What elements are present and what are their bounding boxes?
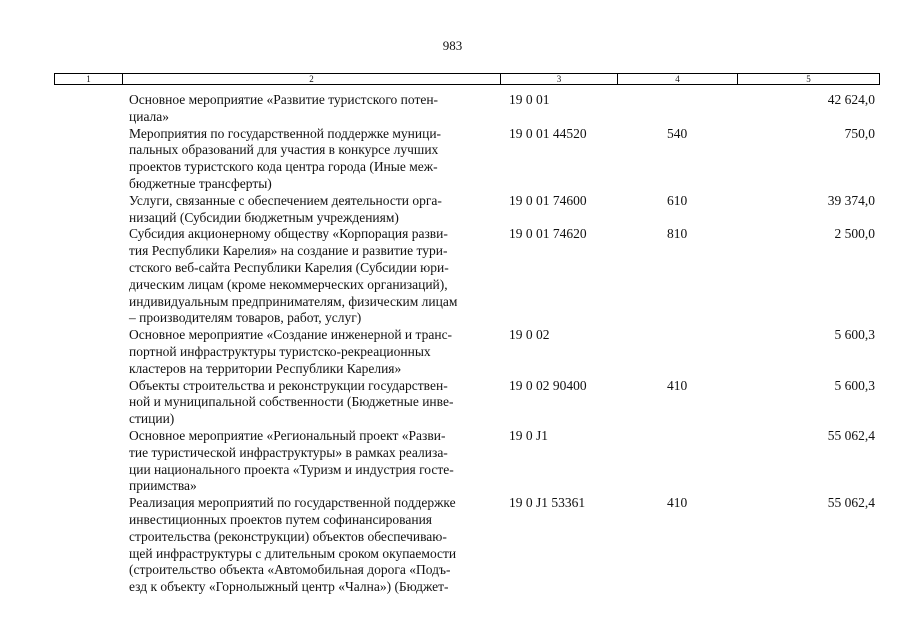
row-type: 410 <box>667 495 688 511</box>
row-name: Реализация мероприятий по государственной поддержке инвестиционных проектов путем софинансирования строительства (реконструкции) объектов обеспечиваю- щей инфраструктуры с длительным сроком окупаемости (строительство объекта «Автомобильная дорога «Подъ- езд к объекту «Горнолыжный центр «Чална») (Бюджет- <box>129 495 457 595</box>
table-row <box>0 92 905 126</box>
row-name: Услуги, связанные с обеспечением деятельности орга- низаций (Субсидии бюджетным учреждениям) <box>129 192 442 225</box>
row-type: 410 <box>667 377 688 393</box>
row-amount: 5 600,3 <box>834 327 875 343</box>
table-row <box>0 378 905 428</box>
row-amount: 55 062,4 <box>827 495 875 511</box>
row-amount: 750,0 <box>844 125 875 141</box>
table-row <box>0 226 905 327</box>
table-body <box>0 92 905 596</box>
column-header-4: 4 <box>618 74 738 84</box>
column-header-2: 2 <box>123 74 501 84</box>
row-code: 19 0 01 74600 <box>509 192 587 208</box>
column-header-5: 5 <box>806 74 811 84</box>
table-row <box>0 495 905 596</box>
row-amount: 42 624,0 <box>827 92 875 107</box>
row-amount: 5 600,3 <box>834 377 875 393</box>
row-name: Субсидия акционерному обществу «Корпорация разви- тия Республики Карелия» на создание и развитие тури- стского веб-сайта Республики Карелия (Субсидии юри- дическим лицам (кроме некоммерческих организаций), индивидуальным предпринимателям, физическим лицам – производителям товаров, работ, услуг) <box>129 226 458 326</box>
row-type: 610 <box>667 192 688 208</box>
table-row <box>0 327 905 377</box>
row-code: 19 0 02 <box>509 327 550 343</box>
table-row <box>0 193 905 227</box>
row-name: Основное мероприятие «Региональный проект «Разви- тие туристической инфраструктуры» в рамках реализа- ции национального проекта «Туризм и индустрия госте- приимства» <box>129 427 454 494</box>
table-row <box>0 428 905 495</box>
table-row <box>0 126 905 193</box>
table-header <box>54 73 880 85</box>
row-code: 19 0 01 <box>509 92 550 107</box>
row-name: Основное мероприятие «Создание инженерной и транс- портной инфраструктуры туристско-рекреационных кластеров на территории Республики Карелия» <box>129 327 453 376</box>
row-code: 19 0 J1 <box>509 427 549 443</box>
row-type: 810 <box>667 226 688 242</box>
row-amount: 55 062,4 <box>827 427 875 443</box>
row-type: 540 <box>667 125 688 141</box>
row-amount: 2 500,0 <box>834 226 875 242</box>
row-name: Объекты строительства и реконструкции государствен- ной и муниципальной собственности (Бюджетные инве- стиции) <box>129 377 454 427</box>
row-code: 19 0 01 44520 <box>509 125 587 141</box>
row-name: Основное мероприятие «Развитие туристского потен- циала» <box>129 92 439 124</box>
column-header-1: 1 <box>55 74 123 84</box>
row-amount: 39 374,0 <box>827 192 875 208</box>
column-header-3: 3 <box>501 74 618 84</box>
row-code: 19 0 J1 53361 <box>509 495 586 511</box>
row-code: 19 0 01 74620 <box>509 226 587 242</box>
row-name: Мероприятия по государственной поддержке муници- пальных образований для участия в конкурсе лучших проектов туристского кода центра города (Иные меж- бюджетные трансферты) <box>129 125 442 191</box>
page-number: 983 <box>442 38 463 53</box>
row-code: 19 0 02 90400 <box>509 377 587 393</box>
